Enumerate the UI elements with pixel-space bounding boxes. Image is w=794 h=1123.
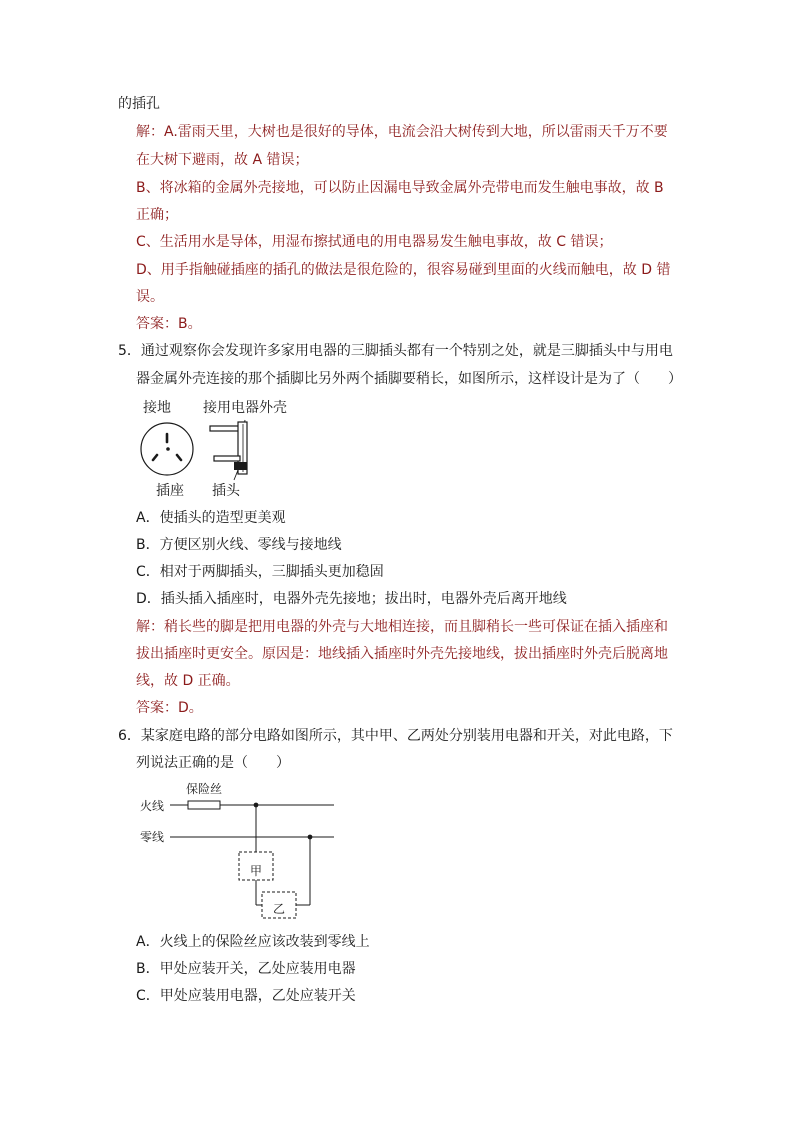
q6-option-c: C．甲处应装用电器，乙处应装开关 (136, 988, 356, 1004)
q5-answer: 答案：D。 (136, 700, 203, 716)
q5-stem-line-1: 5．通过观察你会发现许多家用电器的三脚插头都有一个特别之处，就是三脚插头中与用电 (118, 343, 673, 359)
label-socket: 插座 (156, 483, 184, 499)
q5-option-c: C．相对于两脚插头，三脚插头更加稳固 (136, 564, 384, 580)
prev-solution-line-2: 在大树下避雨，故 A 错误； (136, 152, 309, 168)
prev-solution-line-5: C、生活用水是导体，用湿布擦拭通电的用电器易发生触电事故，故 C 错误； (136, 234, 613, 250)
label-live-wire: 火线 (140, 799, 165, 813)
socket-icon (141, 423, 193, 475)
label-fuse: 保险丝 (186, 782, 223, 796)
label-ground: 接地 (143, 400, 171, 416)
q5-option-d: D．插头插入插座时，电器外壳先接地；拔出时，电器外壳后离开地线 (136, 591, 567, 607)
socket-plug-figure (130, 418, 310, 480)
q5-solution-line-2: 拔出插座时更安全。原因是：地线插入插座时外壳先接地线，拔出插座时外壳后脱离地 (136, 646, 668, 662)
prev-solution-line-6: D、用手指触碰插座的插孔的做法是很危险的，很容易碰到里面的火线而触电，故 D 错 (136, 262, 671, 278)
prev-answer: 答案：B。 (136, 316, 202, 332)
q5-solution-line-1: 解：稍长些的脚是把用电器的外壳与大地相连接，而且脚稍长一些可保证在插入插座和 (136, 619, 668, 635)
label-plug: 插头 (212, 483, 240, 499)
q5-option-a: A．使插头的造型更美观 (136, 510, 286, 526)
prev-solution-line-4: 正确； (136, 207, 178, 223)
prev-tail-text: 的插孔 (118, 96, 160, 112)
label-yi: 乙 (273, 902, 286, 916)
q6-stem-line-2: 列说法正确的是（ ） (136, 755, 290, 771)
q5-solution-line-3: 线，故 D 正确。 (136, 673, 240, 689)
label-appliance-shell: 接用电器外壳 (203, 400, 287, 416)
plug-icon (210, 422, 247, 474)
fuse-icon (188, 801, 220, 809)
prev-solution-line-7: 误。 (136, 289, 164, 305)
q5-option-b: B．方便区别火线、零线与接地线 (136, 537, 342, 553)
q6-option-a: A．火线上的保险丝应该改装到零线上 (136, 934, 370, 950)
prev-solution-line-3: B、将冰箱的金属外壳接地，可以防止因漏电导致金属外壳带电而发生触电事故，故 B (136, 180, 664, 196)
circuit-diagram (170, 796, 340, 922)
q6-option-b: B．甲处应装开关，乙处应装用电器 (136, 961, 356, 977)
q6-stem-line-1: 6．某家庭电路的部分电路如图所示，其中甲、乙两处分别装用电器和开关，对此电路，下 (118, 728, 673, 744)
label-neutral-wire: 零线 (140, 830, 165, 844)
prev-solution-line-1: 解：A.雷雨天里，大树也是很好的导体，电流会沿大树传到大地，所以雷雨天千万不要 (136, 124, 668, 140)
q5-stem-line-2: 器金属外壳连接的那个插脚比另外两个插脚要稍长，如图所示，这样设计是为了（ ） (136, 371, 682, 387)
label-jia: 甲 (250, 864, 263, 878)
